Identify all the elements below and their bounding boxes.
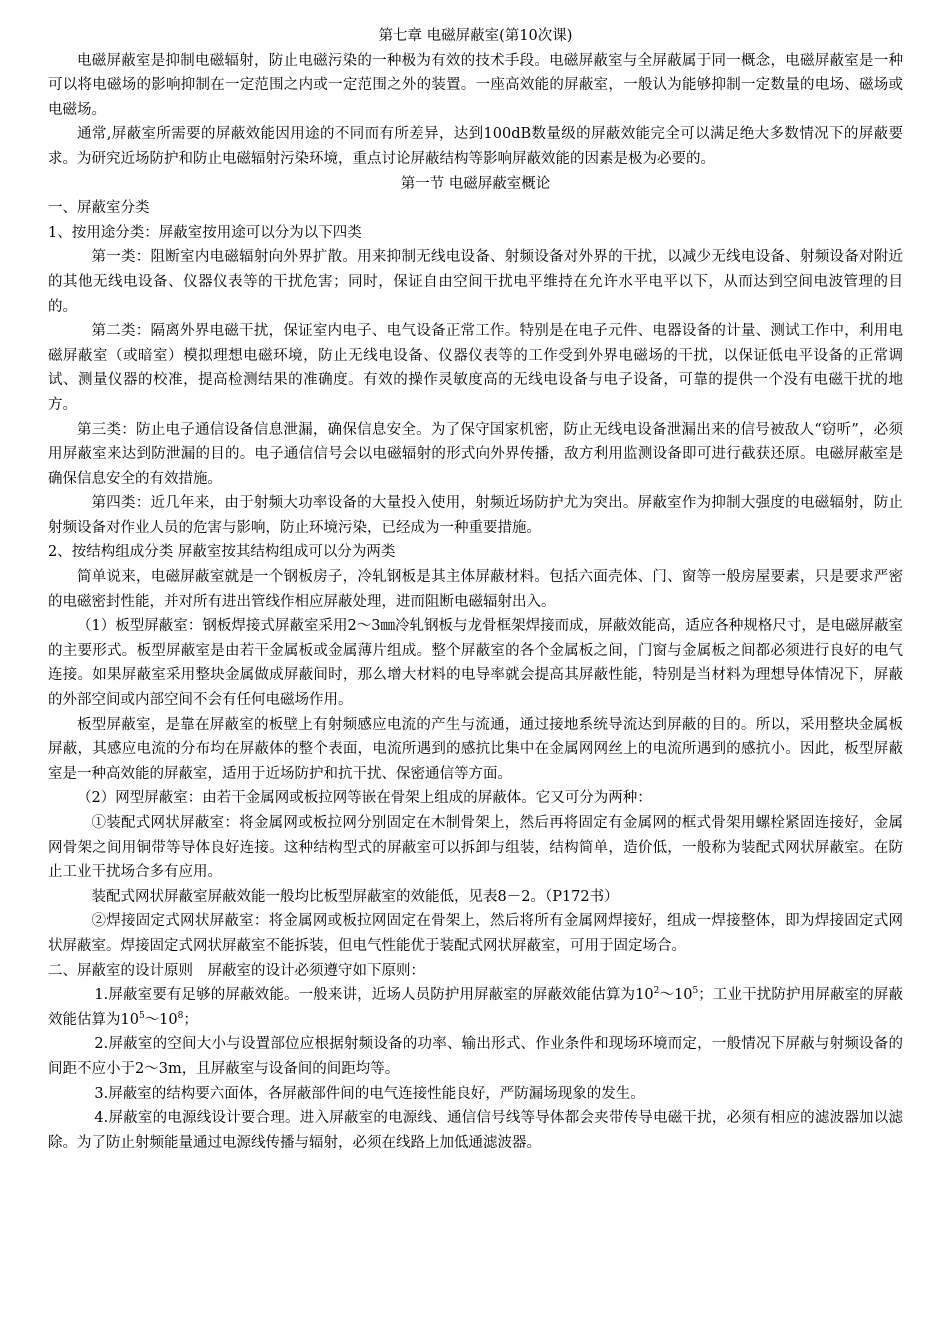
- principle-1-text-a: 1.屏蔽室要有足够的屏蔽效能。一般来讲，近场人员防护用屏蔽室的屏蔽效能估算为10: [94, 987, 654, 1004]
- category-1-paragraph: 第一类：阻断室内电磁辐射向外界扩散。用来抑制无线电设备、射频设备对外界的干扰，以减少无线电设备、射频设备对附近的其他无线电设备、仪器仪表等的干扰危害；同时，保证自由空间干扰电平维持在允许水平电平以下，从而达到空间电波管理的目的。: [48, 249, 903, 315]
- category-4-paragraph: 第四类：近几年来，由于射频大功率设备的大量投入使用，射频近场防护尤为突出。屏蔽室作为抑制大强度的电磁辐射，防止射频设备对作业人员的危害与影响，防止环境污染，已经成为一种重要措施。: [48, 495, 903, 536]
- document-page: [48, 24, 903, 1155]
- principle-1: [48, 983, 903, 1032]
- mesh-assembled-note: 装配式网状屏蔽室屏蔽效能一般均比板型屏蔽室的效能低，见表8－2。（P172书）: [91, 888, 619, 905]
- section-title: 第一节 电磁屏蔽室概论: [400, 175, 551, 192]
- principle-1-text-c: ；工业干扰防护用屏蔽室的屏蔽效能估算为10: [48, 987, 903, 1028]
- heading-by-purpose: 1、按用途分类：屏蔽室按用途可以分为以下四类: [48, 224, 362, 241]
- principle-3: 3.屏蔽室的结构要六面体，各屏蔽部件间的电气连接性能良好，严防漏场现象的发生。: [94, 1085, 645, 1102]
- intro-paragraph-1: 电磁屏蔽室是抑制电磁辐射，防止电磁污染的一种极为有效的技术手段。电磁屏蔽室与全屏蔽属于同一概念，电磁屏蔽室是一种可以将电磁场的影响抑制在一定范围之内或一定范围之外的装置。一座高效能的屏蔽室，一般认为能够抑制一定数量的电场、磁场或电磁场。: [48, 52, 903, 118]
- category-3-paragraph: 第三类：防止电子通信设备信息泄漏，确保信息安全。为了保守国家机密，防止无线电设备泄漏出来的信号被敌人“窃听”，必须用屏蔽室来达到防泄漏的目的。电子通信信号会以电磁辐射的形式向外界传播，敌方利用监测设备即可进行截获还原。电磁屏蔽室是确保信息安全的有效措施。: [48, 421, 903, 487]
- plate-type-paragraph-2: 板型屏蔽室，是靠在屏蔽室的板壁上有射频感应电流的产生与流通，通过接地系统导流达到屏蔽的目的。所以，采用整块金属板屏蔽，其感应电流的分布均在屏蔽体的整个表面，电流所遇到的感抗比集中在金属网网丝上的电流所遇到的感抗小。因此，板型屏蔽室是一种高效能的屏蔽室，适用于近场防护和抗干扰、保密通信等方面。: [48, 716, 903, 782]
- mesh-type-intro: （2）网型屏蔽室：由若干金属网或板拉网等嵌在骨架上组成的屏蔽体。它又可分为两种：: [77, 790, 652, 807]
- principle-1-text-f: ；: [183, 1011, 198, 1028]
- mesh-welded-paragraph: ②焊接固定式网状屏蔽室：将金属网或板拉网固定在骨架上，然后将所有金属网焊接好，组成一焊接整体，即为焊接固定式网状屏蔽室。焊接固定式网状屏蔽室不能拆装，但电气性能优于装配式网状屏蔽室，可用于固定场合。: [48, 913, 903, 954]
- category-2-paragraph: 第二类：隔离外界电磁干扰，保证室内电子、电气设备正常工作。特别是在电子元件、电器设备的计量、测试工作中，利用电磁屏蔽室（或暗室）模拟理想电磁环境，防止无线电设备、仪器仪表等的工作受到外界电磁场的干扰，以保证低电平设备的正常调试、测量仪器的校准，提高检测结果的准确度。有效的操作灵敏度高的无线电设备与电子设备，可靠的提供一个没有电磁干扰的地方。: [48, 323, 903, 413]
- principle-1-text-d: ～10: [144, 1011, 178, 1028]
- principle-1-exp-3: 5: [138, 1010, 145, 1021]
- chapter-title: 第七章 电磁屏蔽室(第10次课): [378, 28, 573, 44]
- intro-paragraph-2: 通常,屏蔽室所需要的屏蔽效能因用途的不同而有所差异，达到100dB数量级的屏蔽效能完全可以满足绝大多数情况下的屏蔽要求。为研究近场防护和防止电磁辐射污染环境，重点讨论屏蔽结构等影响屏蔽效能的因素是极为必要的。: [48, 126, 903, 167]
- principle-1-exp-2: 5: [692, 986, 699, 997]
- heading-by-structure: 2、按结构组成分类 屏蔽室按其结构组成可以分为两类: [48, 544, 396, 561]
- heading-classification: 一、屏蔽室分类: [48, 200, 150, 217]
- principle-1-exp-4: 8: [177, 1010, 184, 1021]
- principle-1-exp-1: 2: [653, 986, 660, 997]
- principle-1-text-b: ～10: [659, 987, 693, 1004]
- heading-design-principles: 二、屏蔽室的设计原则 屏蔽室的设计必须遵守如下原则：: [48, 962, 425, 979]
- structure-intro-paragraph: 简单说来，电磁屏蔽室就是一个钢板房子，冷轧钢板是其主体屏蔽材料。包括六面壳体、门、窗等一般房屋要素，只是要求严密的电磁密封性能，并对所有进出管线作相应屏蔽处理，进而阻断电磁辐射出入。: [48, 569, 903, 610]
- principle-2: 2.屏蔽室的空间大小与设置部位应根据射频设备的功率、输出形式、作业条件和现场环境而定，一般情况下屏蔽与射频设备的间距不应小于2～3m，且屏蔽室与设备间的间距均等。: [48, 1036, 903, 1077]
- plate-type-paragraph-1: （1）板型屏蔽室：钢板焊接式屏蔽室采用2～3㎜冷轧钢板与龙骨框架焊接而成，屏蔽效能高，适应各种规格尺寸，是电磁屏蔽室的主要形式。板型屏蔽室是由若干金属板或金属薄片组成。整个屏蔽室的各个金属板之间，门窗与金属板之间都必须进行良好的电气连接。如果屏蔽室采用整块金属做成屏蔽间时，那么增大材料的电导率就会提高其屏蔽性能，特别是当材料为理想导体情况下，屏蔽的外部空间或内部空间不会有任何电磁场作用。: [48, 618, 903, 709]
- mesh-assembled-paragraph: ①装配式网状屏蔽室：将金属网或板拉网分别固定在木制骨架上，然后再将固定有金属网的框式骨架用螺栓紧固连接好，金属网骨架之间用铜带等导体良好连接。这种结构型式的屏蔽室可以拆卸与组装，结构简单，造价低，一般称为装配式网状屏蔽室。在防止工业干扰场合多有应用。: [48, 815, 903, 881]
- principle-4: 4.屏蔽室的电源线设计要合理。进入屏蔽室的电源线、通信信号线等导体都会夹带传导电磁干扰，必须有相应的滤波器加以滤除。为了防止射频能量通过电源线传播与辐射，必须在线路上加低通滤波器。: [48, 1110, 903, 1151]
